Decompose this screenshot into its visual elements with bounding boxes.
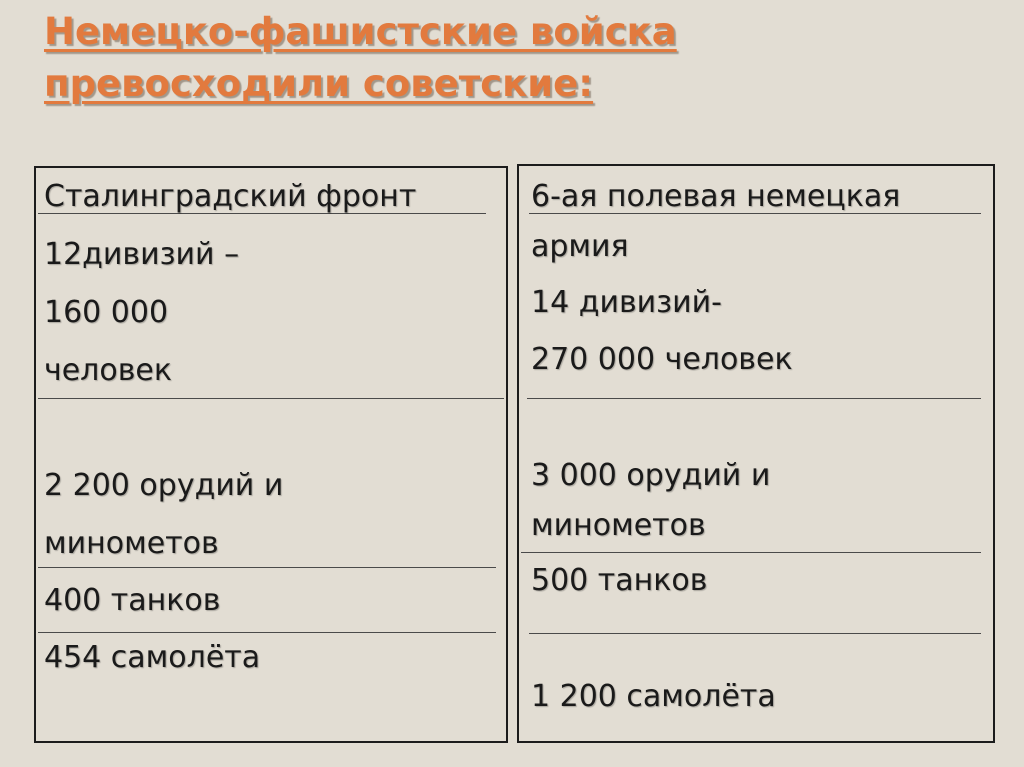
soviet-artillery-line-1: 2 200 орудий и bbox=[44, 468, 284, 503]
soviet-divisions: 12дивизий – bbox=[44, 237, 240, 272]
german-tanks: 500 танков bbox=[531, 563, 708, 598]
german-divisions: 14 дивизий- bbox=[531, 285, 722, 320]
german-army-name-line-1: 6-ая полевая немецкая bbox=[531, 179, 901, 214]
slide-title bbox=[44, 6, 984, 110]
german-artillery bbox=[531, 451, 770, 551]
soviet-troops-number: 160 000 bbox=[44, 295, 169, 330]
german-divider-4 bbox=[529, 633, 981, 634]
slide-title-line-2: превосходили советские: bbox=[44, 62, 594, 105]
german-army-name bbox=[531, 172, 900, 272]
soviet-front-name: Сталинградский фронт bbox=[44, 179, 417, 214]
soviet-artillery-line-2: минометов bbox=[44, 526, 219, 561]
german-army-name-line-2: армия bbox=[531, 229, 629, 264]
german-artillery-line-1: 3 000 орудий и bbox=[531, 458, 771, 493]
slide-title-line-1: Немецко-фашистские войска bbox=[44, 10, 677, 53]
german-aircraft: 1 200 самолёта bbox=[531, 679, 776, 714]
soviet-artillery bbox=[44, 457, 283, 573]
soviet-aircraft: 454 самолёта bbox=[44, 640, 261, 675]
german-divider-2 bbox=[527, 398, 981, 399]
soviet-manpower bbox=[44, 226, 239, 400]
soviet-troops-unit: человек bbox=[44, 353, 172, 388]
german-troops: 270 000 человек bbox=[531, 342, 793, 377]
german-artillery-line-2: минометов bbox=[531, 508, 706, 543]
soviet-tanks: 400 танков bbox=[44, 583, 221, 618]
